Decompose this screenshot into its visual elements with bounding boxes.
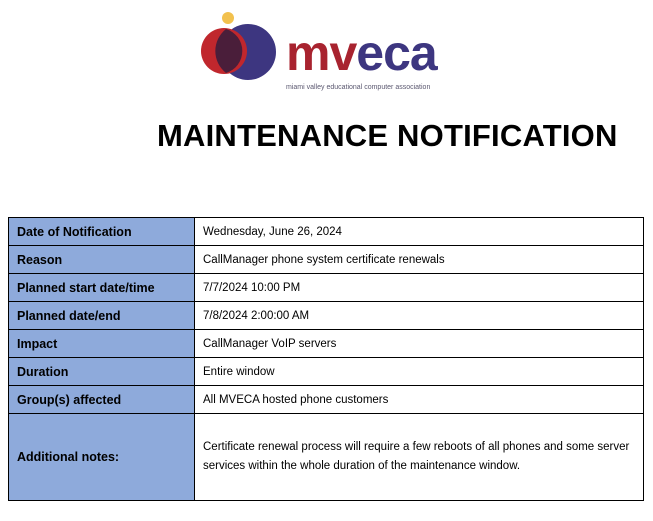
row-value-reason: CallManager phone system certificate renewals bbox=[195, 246, 644, 274]
row-label-reason: Reason bbox=[9, 246, 195, 274]
table-row bbox=[9, 246, 644, 274]
row-label-planned-end: Planned date/end bbox=[9, 302, 195, 330]
row-value-date-of-notification: Wednesday, June 26, 2024 bbox=[195, 218, 644, 246]
row-label-duration: Duration bbox=[9, 358, 195, 386]
logo-wordmark bbox=[286, 25, 437, 81]
table-row bbox=[9, 218, 644, 246]
page-title: MAINTENANCE NOTIFICATION bbox=[157, 118, 618, 153]
row-value-groups-affected: All MVECA hosted phone customers bbox=[195, 386, 644, 414]
row-value-planned-start: 7/7/2024 10:00 PM bbox=[195, 274, 644, 302]
row-value-additional-notes: Certificate renewal process will require a few reboots of all phones and some server services within the whole duration of the maintenance window. bbox=[195, 414, 644, 501]
logo-yellow-dot bbox=[222, 12, 234, 24]
mveca-logo bbox=[198, 10, 460, 96]
notification-table bbox=[8, 217, 644, 501]
row-label-groups-affected: Group(s) affected bbox=[9, 386, 195, 414]
row-value-duration: Entire window bbox=[195, 358, 644, 386]
row-label-impact: Impact bbox=[9, 330, 195, 358]
table-row bbox=[9, 330, 644, 358]
table-row bbox=[9, 274, 644, 302]
row-label-additional-notes: Additional notes: bbox=[9, 414, 195, 501]
row-value-planned-end: 7/8/2024 2:00:00 AM bbox=[195, 302, 644, 330]
table-row bbox=[9, 386, 644, 414]
mveca-logo-circles-icon bbox=[198, 10, 284, 96]
row-label-date-of-notification: Date of Notification bbox=[9, 218, 195, 246]
table-row bbox=[9, 414, 644, 501]
row-label-planned-start: Planned start date/time bbox=[9, 274, 195, 302]
table-row bbox=[9, 358, 644, 386]
table-row bbox=[9, 302, 644, 330]
logo-wordmark-mv: mv bbox=[286, 25, 357, 81]
logo-wordmark-eca: eca bbox=[356, 25, 437, 81]
logo-tagline: miami valley educational computer association bbox=[286, 84, 431, 91]
row-value-impact: CallManager VoIP servers bbox=[195, 330, 644, 358]
